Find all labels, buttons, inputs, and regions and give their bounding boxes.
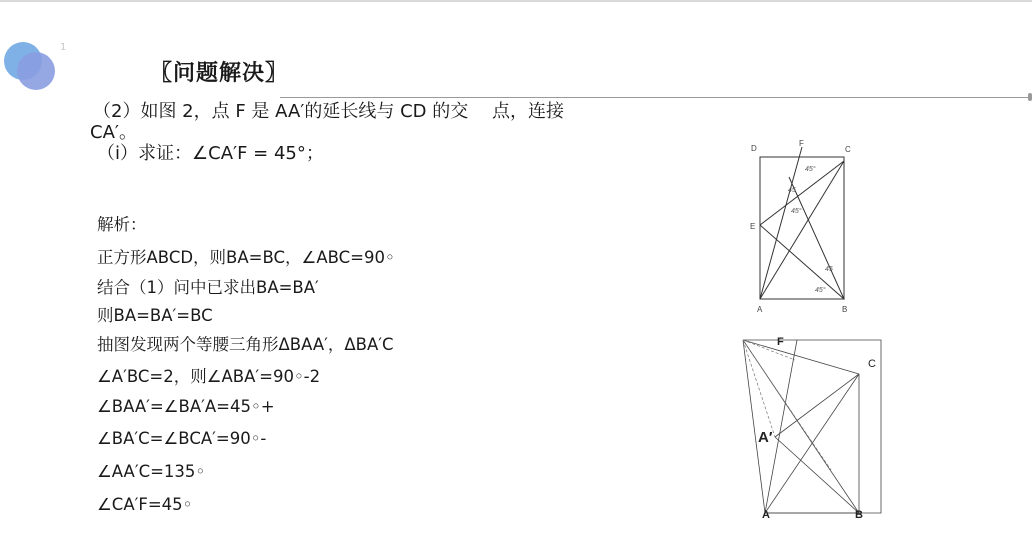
fig1-label-b: B [842,305,848,314]
dashed-d-a-prime [743,340,775,437]
question-line-2: CA′。 [90,122,137,143]
line-c-a-prime [775,374,859,437]
divider-end-marker [1028,93,1032,101]
question-line-1: （2）如图 2，点 F 是 AA′的延长线与 CD 的交 点，连接 [93,101,564,122]
analysis-line: 抽图发现两个等腰三角形ΔBAA′，ΔBA′C [97,335,394,354]
figure-1-sketch [745,137,860,317]
square-outline [743,340,881,513]
analysis-line: ∠BA′C=∠BCA′=90◦- [97,429,267,448]
fig1-label-a: A [757,305,763,314]
line-a-prime-b [775,437,859,513]
fig2-label-a: A [762,509,770,521]
figure-2-diagram [735,330,895,530]
analysis-line: ∠BAA′=∠BA′A=45◦+ [97,397,275,416]
svg-text:45°: 45° [805,166,816,173]
fig1-label-c: C [845,145,851,154]
analysis-line: ∠CA′F=45◦ [97,495,193,514]
svg-text:45: 45 [788,187,796,194]
line-a-c [760,161,844,299]
logo [4,42,67,94]
analysis-line: 结合（1）问中已求出BA=BA′ [97,278,319,297]
analysis-title: 解析： [97,215,147,234]
analysis-line: ∠AA′C=135◦ [97,462,206,481]
logo-circle-dark [17,52,55,90]
fig2-label-b: B [855,509,863,521]
top-border [0,0,1032,2]
question-line-3: （i）求证：∠CA′F = 45°； [97,143,324,164]
section-heading: 〖问题解决〗 [150,61,289,86]
svg-text:45°: 45° [815,287,826,294]
fig1-label-f: F [799,139,804,148]
svg-text:45: 45 [825,266,833,273]
fig2-label-a-prime: A′ [758,429,773,446]
fig1-label-d: D [751,144,757,153]
analysis-line: ∠A′BC=2，则∠ABA′=90◦-2 [97,367,321,386]
fig1-label-e: E [750,222,756,231]
analysis-line: 正方形ABCD，则BA=BC，∠ABC=90◦ [97,248,395,267]
fig2-label-c: C [868,358,876,370]
svg-text:45°: 45° [791,208,802,215]
line-d-c [743,340,859,374]
fig2-label-f: F [777,336,784,348]
line-a-f [760,147,802,299]
dashed-line [743,340,795,360]
slide-number: 1 [60,42,67,53]
analysis-line: 则BA=BA′=BC [97,306,213,325]
side-d-a [743,340,765,513]
line-a-f [765,340,797,513]
